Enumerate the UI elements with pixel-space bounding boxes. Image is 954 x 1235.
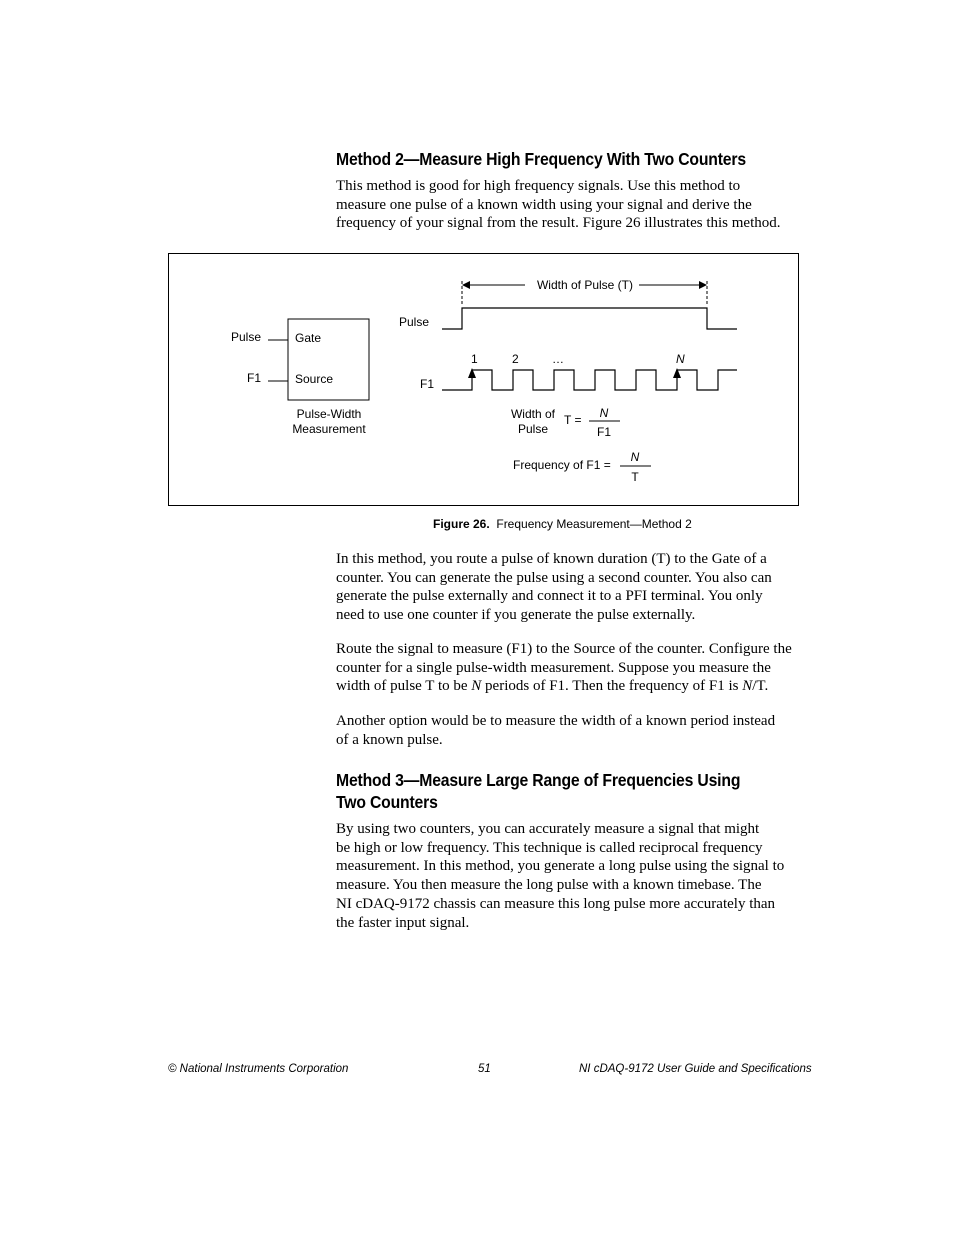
eq2-numerator: N xyxy=(630,450,640,464)
eq1-denominator: F1 xyxy=(596,425,612,439)
text-line: This method is good for high frequency signals. Use this method to xyxy=(336,178,741,194)
method3-paragraph xyxy=(336,820,802,932)
pulse-waveform xyxy=(442,308,737,329)
text-line: measure. You then measure the long pulse with a known timebase. The xyxy=(336,877,762,894)
text-line: need to use one counter if you generate the pulse externally. xyxy=(336,607,696,624)
f1-clock-waveform xyxy=(442,370,737,390)
body-paragraph-1 xyxy=(336,550,802,625)
italic-n: N xyxy=(471,678,482,695)
eq1-numerator: N xyxy=(599,406,609,420)
text-line: measurement. In this method, you generate a long pulse using the signal to xyxy=(336,858,785,875)
figure-26 xyxy=(168,253,799,506)
block-label-line2: Measurement xyxy=(292,422,366,436)
section-heading-method3 xyxy=(336,769,759,813)
text-line: counter for a single pulse-width measurement. Suppose you measure the xyxy=(336,659,771,676)
eq1-width-of: Width of xyxy=(510,407,556,421)
text-line: frequency of your signal from the result. Figure 26 illustrates this method. xyxy=(336,215,781,232)
text-line: By using two counters, you can accurately measure a signal that might xyxy=(336,821,760,837)
text-line xyxy=(336,677,802,696)
gate-label: Gate xyxy=(295,331,322,345)
block-label-line1: Pulse-Width xyxy=(296,407,362,421)
width-of-pulse-label: Width of Pulse (T) xyxy=(536,278,634,292)
figure-caption-label: Figure 26. xyxy=(433,517,490,531)
text-fragment: /T. xyxy=(752,678,769,695)
text-fragment: periods of F1. Then the frequency of F1 is xyxy=(481,678,743,695)
footer-left: © National Instruments Corporation xyxy=(168,1063,349,1075)
section-heading-method2: Method 2—Measure High Frequency With Two Counters xyxy=(336,149,746,169)
text-fragment: width of pulse T to be xyxy=(336,678,472,695)
text-line: be high or low frequency. This technique is called reciprocal frequency xyxy=(336,839,763,856)
left-f1-label: F1 xyxy=(247,371,262,385)
heading-line: Method 3—Measure Large Range of Frequencies Using xyxy=(336,770,741,790)
count-n: N xyxy=(676,352,685,366)
heading-line: Two Counters xyxy=(336,792,438,812)
count-1: 1 xyxy=(471,352,478,366)
text-line: of a known pulse. xyxy=(336,731,443,748)
text-line: measure one pulse of a known width using your signal and derive the xyxy=(336,196,752,213)
eq1-t-equals: T = xyxy=(564,413,582,427)
body-paragraph-2 xyxy=(336,640,802,696)
pulse-label: Pulse xyxy=(399,315,430,329)
count-2: 2 xyxy=(512,352,519,366)
intro-paragraph xyxy=(336,177,802,233)
left-pulse-label: Pulse xyxy=(231,330,262,344)
text-line: NI cDAQ-9172 chassis can measure this long pulse more accurately than xyxy=(336,895,776,912)
footer-right: NI cDAQ-9172 User Guide and Specifications xyxy=(579,1063,812,1075)
eq1-pulse: Pulse xyxy=(517,422,549,436)
eq2-denominator: T xyxy=(631,470,639,484)
text-line: generate the pulse externally and connect it to a PFI terminal. You only xyxy=(336,588,763,605)
page-number: 51 xyxy=(478,1063,491,1075)
body-paragraph-3 xyxy=(336,712,802,749)
eq2-label: Frequency of F1 = xyxy=(513,458,611,472)
italic-n: N xyxy=(742,678,753,695)
figure-caption-text: Frequency Measurement—Method 2 xyxy=(496,517,692,531)
text-line: Another option would be to measure the width of a known period instead xyxy=(336,713,776,729)
source-label: Source xyxy=(295,372,334,386)
text-line: counter. You can generate the pulse using a second counter. You also can xyxy=(336,569,772,586)
f1-label: F1 xyxy=(420,377,435,391)
text-line: the faster input signal. xyxy=(336,914,470,931)
text-line: Route the signal to measure (F1) to the Source of the counter. Configure the xyxy=(336,641,792,657)
figure-caption xyxy=(433,517,692,531)
frequency-measurement-diagram xyxy=(169,254,800,507)
count-ellipsis: … xyxy=(552,352,564,366)
text-line: In this method, you route a pulse of known duration (T) to the Gate of a xyxy=(336,551,767,567)
